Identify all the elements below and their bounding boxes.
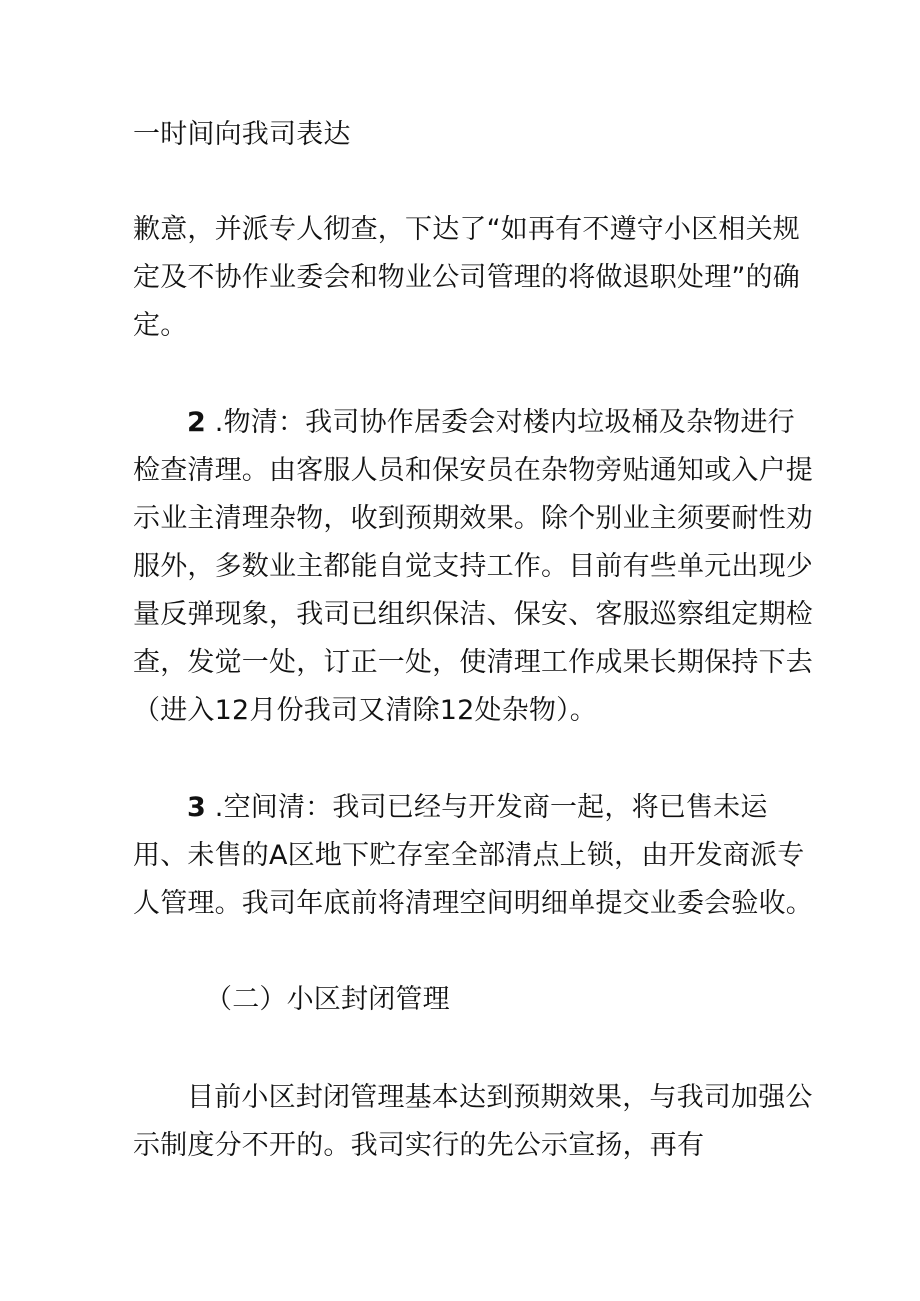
section-heading (133, 976, 813, 1024)
item-number: 2 (187, 407, 206, 438)
paragraph-2 (133, 206, 813, 350)
section-heading-text: （二）小区封闭管理 (205, 984, 450, 1015)
paragraph-6 (133, 1074, 813, 1170)
item-number: 3 (187, 792, 206, 823)
paragraph-2-text: 歉意，并派专人彻查，下达了“如再有不遵守小区相关规定及不协作业委会和物业公司管理的将做退职处理”的确定。 (133, 214, 800, 341)
paragraph-6-text: 目前小区封闭管理基本达到预期效果，与我司加强公示制度分不开的。我司实行的先公示宣扬，再有 (133, 1082, 813, 1161)
paragraph-1 (133, 111, 813, 159)
paragraph-item-3-text: .空间清：我司已经与开发商一起，将已售未运用、未售的A区地下贮存室全部清点上锁，由开发商派专人管理。我司年底前将清理空间明细单提交业委会验收。 (133, 792, 813, 919)
paragraph-item-2-text: .物清：我司协作居委会对楼内垃圾桶及杂物进行检查清理。由客服人员和保安员在杂物旁贴通知或入户提示业主清理杂物，收到预期效果。除个别业主须要耐性劝服外，多数业主都能自觉支持工作。目前有些单元出现少量反弹现象，我司已组织保洁、保安、客服巡察组定期检查，发觉一处，订正一处，使清理工作成果长期保持下去（进入12月份我司又清除12处杂物）。 (133, 407, 813, 726)
paragraph-item-2 (133, 399, 813, 735)
paragraph-item-3 (133, 784, 813, 928)
paragraph-1-text: 一时间向我司表达 (133, 119, 351, 150)
